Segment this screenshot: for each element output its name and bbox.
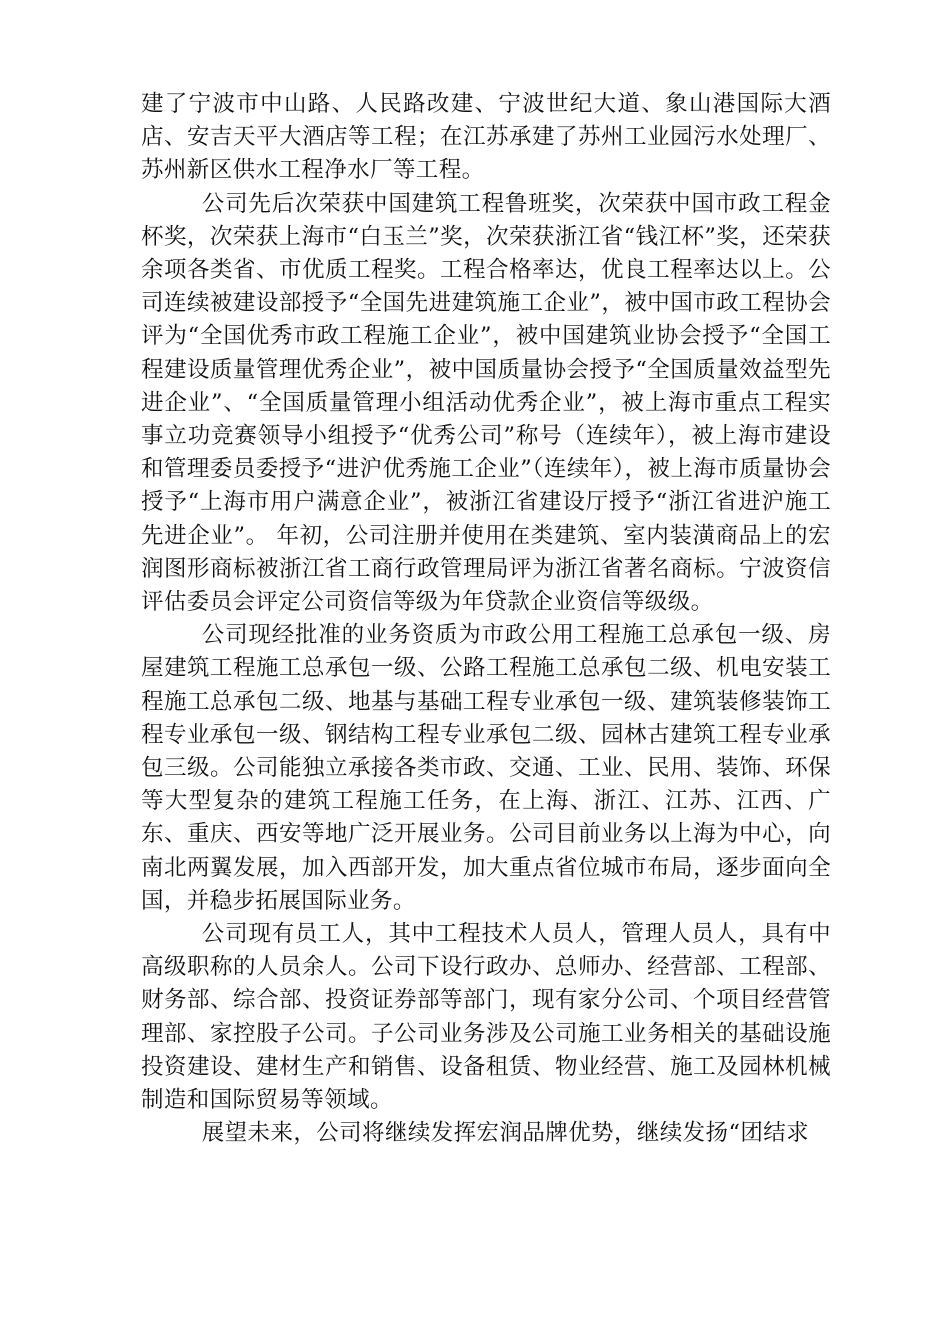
paragraph-continuation: 建了宁波市中山路、人民路改建、宁波世纪大道、象山港国际大酒店、安吉天平大酒店等工程；在江苏承建了苏州工业园污水处理厂、苏州新区供水工程净水厂等工程。 [141, 91, 831, 184]
paragraph-awards: 公司先后次荣获中国建筑工程鲁班奖，次荣获中国市政工程金杯奖，次荣获上海市“白玉兰”奖，次荣获浙江省“钱江杯”奖，还荣获余项各类省、市优质工程奖。工程合格率达，优良工程率达以上。公司连续被建设部授予“全国先进建筑施工企业”，被中国市政工程协会评为“全国优秀市政工程施工企业”，被中国建筑业协会授予“全国工程建设质量管理优秀企业”，被中国质量协会授予“全国质量效益型先进企业”、“全国质量管理小组活动优秀企业”，被上海市重点工程实事立功竞赛领导小组授予“优秀公司”称号（连续年），被上海市建设和管理委员委授予“进沪优秀施工企业”（连续年），被上海市质量协会授予“上海市用户满意企业”，被浙江省建设厅授予“浙江省进沪施工先进企业”。 年初，公司注册并使用在类建筑、室内装潢商品上的宏润图形商标被浙江省工商行政管理局评为浙江省著名商标。宁波资信评估委员会评定公司资信等级为年贷款企业资信等级级。 [141, 190, 831, 616]
paragraph-outlook: 展望未来，公司将继续发挥宏润品牌优势，继续发扬“团结求 [201, 1120, 810, 1147]
paragraph-staff: 公司现有员工人，其中工程技术人员人，管理人员人，具有中高级职称的人员余人。公司下设行政办、总师办、经营部、工程部、财务部、综合部、投资证券部等部门，现有家分公司、个项目经营管理部、家控股子公司。子公司业务涉及公司施工业务相关的基础设施投资建设、建材生产和销售、设备租赁、物业经营、施工及园林机械制造和国际贸易等领域。 [141, 921, 831, 1114]
document-body [141, 88, 831, 1151]
paragraph-qualifications: 公司现经批准的业务资质为市政公用工程施工总承包一级、房屋建筑工程施工总承包一级、公路工程施工总承包二级、机电安装工程施工总承包二级、地基与基础工程专业承包一级、建筑装修装饰工程专业承包一级、钢结构工程专业承包二级、园林古建筑工程专业承包三级。公司能独立承接各类市政、交通、工业、民用、装饰、环保等大型复杂的建筑工程施工任务，在上海、浙江、江苏、江西、广东、重庆、西安等地广泛开展业务。公司目前业务以上海为中心，向南北两翼发展，加入西部开发，加大重点省位城市布局，逐步面向全国，并稳步拓展国际业务。 [141, 622, 831, 914]
